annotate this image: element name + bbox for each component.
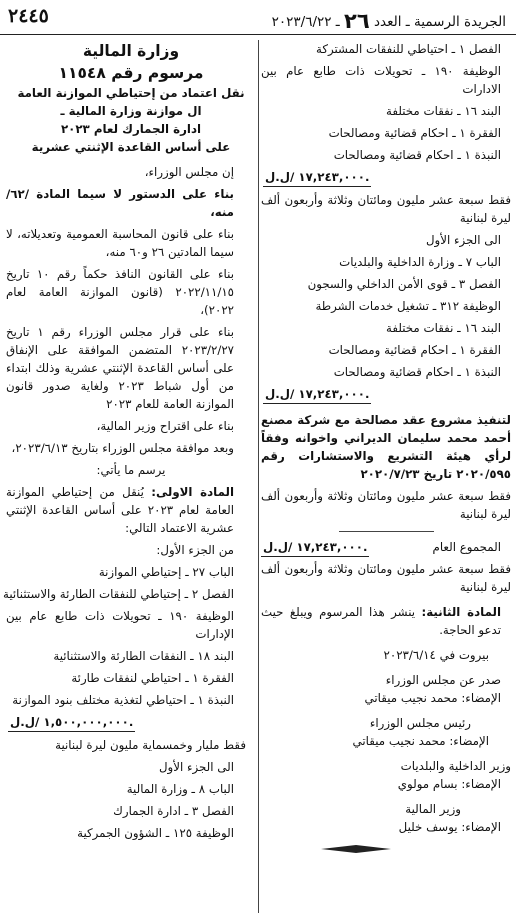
budget-line: الفقرة ١ ـ احكام قضائية ومصالحات [328,126,501,140]
budget-line: الفصل ٣ ـ ادارة الجمارك [113,804,234,818]
column-divider [258,40,259,913]
budget-line: الباب ٨ ـ وزارة المالية [126,782,234,796]
preamble-line: بناء على قرار مجلس الوزراء رقم ١ تاريخ ٢٠٢٣/٢/٢٧ المتضمن الموافقة على الإنفاق على أساس القاعدة الإثنتي عشرية وذلك ابتداء من أول شباط ٢٠٢٣ ولغاية صدور قانون الموازنة العامة للعام ٢٠٢٣ [6,325,234,411]
budget-line: النبذة ١ ـ احكام قضائية ومصالحات [333,365,501,379]
official-title: رئيس مجلس الوزراء [369,716,471,730]
preamble-line: بناء على قانون المحاسبة العمومية وتعديلاته، لا سيما المادتين ٢٦ و٦٠ منه، [6,227,234,259]
budget-line: النبذة ١ ـ احتياطي لتغذية مختلف بنود الموازنة [12,693,234,707]
budget-line: النبذة ١ ـ احكام قضائية ومصالحات [333,148,501,162]
amount-line [261,385,511,404]
diamond-ornament-icon [321,844,391,854]
amount-in-words: فقط سبعة عشر مليون ومائتان وثلاثة وأربعون ألف ليرة لبنانية [261,562,511,594]
article-one-label: المادة الاولى: [151,485,234,499]
signature-line: الإمضاء: محمد نجيب ميقاتي [352,734,489,748]
amount-value: ١٧,٢٤٣,٠٠٠ /ل.ل. [263,168,371,187]
preamble-line: بناء على الدستور لا سيما المادة /٦٢/ منه، [6,187,234,219]
amount-in-words: فقط سبعة عشر مليون ومائتان وثلاثة وأربعون ألف ليرة لبنانية [261,489,511,521]
budget-line: البند ١٨ ـ النفقات الطارئة والاستثنائية [53,649,234,663]
decree-title: ال موازنة وزارة المالية ـ [60,104,202,118]
budget-line: الفصل ٢ ـ إحتياطي للنفقات الطارئة والاستثنائية [3,587,234,601]
budget-line: الوظيفة ١٢٥ ـ الشؤون الجمركية [77,826,234,840]
amount-line [6,713,256,732]
budget-line: الفصل ٣ ـ قوى الأمن الداخلي والسجون [307,277,501,291]
budget-line: الباب ٧ ـ وزارة الداخلية والبلديات [339,255,501,269]
decree-title: نقل اعتماد من إحتياطي الموازنة العامة [17,86,245,100]
budget-line: الى الجزء الأول [158,760,234,774]
budget-line: الباب ٢٧ ـ إحتياطي الموازنة [98,565,234,579]
issue-label: العدد [373,14,402,30]
journal-name: الجريدة الرسمية [414,14,506,30]
preamble-line: بناء على اقتراح وزير المالية، [96,419,234,433]
signature-line: الإمضاء: يوسف خليل [398,820,501,834]
article-two [261,603,511,639]
signature-line: الإمضاء: محمد نجيب ميقاتي [364,691,501,705]
page-number: ٢٤٤٥ [8,5,49,27]
decree-title: على أساس القاعدة الإثنتي عشرية [31,140,231,154]
right-column [261,40,511,921]
total-label: المجموع العام [432,540,501,554]
place-date: بيروت في ٢٠٢٣/٦/١٤ [383,648,489,662]
article-two-label: المادة الثانية: [421,605,501,619]
separator-line [339,531,434,532]
budget-line: الفقرة ١ ـ احكام قضائية ومصالحات [328,343,501,357]
left-column [3,40,256,921]
article-one-text: يُنقل من إحتياطي الموازنة العامة لعام ٢٠٢٣ على أساس القاعدة الإثنتي عشرية الاعتماد التالي: [6,485,234,535]
amount-in-words: فقط سبعة عشر مليون ومائتان وثلاثة وأربعون ألف ليرة لبنانية [261,193,511,225]
total-amount: ١٧,٢٤٣,٠٠٠ /ل.ل. [261,538,369,557]
budget-line: من الجزء الأول: [156,543,234,557]
amount-value: ١,٥٠٠,٠٠٠,٠٠٠ /ل.ل. [8,713,135,732]
page-header [0,0,516,35]
issue-date: ٢٠٢٣/٦/٢٢ [271,14,332,30]
preamble-line: إن مجلس الوزراء، [144,165,234,179]
end-ornament [261,844,511,854]
budget-line: الى الجزء الأول [425,233,501,247]
amount-value: ١٧,٢٤٣,٠٠٠ /ل.ل. [263,385,371,404]
official-title: وزير الداخلية والبلديات [400,759,511,773]
budget-line: البند ١٦ ـ نفقات مختلفة [386,104,501,118]
budget-line: البند ١٦ ـ نفقات مختلفة [386,321,501,335]
budget-line: الفقرة ١ ـ احتياطي لنفقات طارئة [71,671,234,685]
budget-line: الوظيفة ١٩٠ ـ تحويلات ذات طابع عام بين الإدارات [6,609,234,641]
decree-title: ادارة الجمارك لعام ٢٠٢٣ [60,122,202,136]
preamble-line: بناء على القانون النافذ حكماً رقم ١٠ تاريخ ٢٠٢٢/١١/١٥ (قانون الموازنة العامة لعام ٢٠٢٢)، [6,267,234,317]
issue-number: ٢٦ [344,9,370,33]
purpose-text: لتنفيذ مشروع عقد مصالحة مع شركة مصنع أحمد محمد سليمان الديراني واخوانه وفقاً لرأي هيئة التشريع والاستشارات رقم ٢٠٢٠/٥٩٥ تاريخ ٢٠٢٠/٧/٢٣ [261,413,511,481]
ministry-title: وزارة المالية [82,42,180,60]
official-title: وزير المالية [405,802,461,816]
preamble-line: وبعد موافقة مجلس الوزراء بتاريخ ٢٠٢٣/٦/١٣، [11,441,234,455]
decree-number: مرسوم رقم ١١٥٤٨ [58,64,204,82]
amount-line [261,168,511,187]
total-line [261,538,511,556]
header-title: الجريدة الرسمية ـ العدد ٢٦ ـ ٢٠٢٣/٦/٢٢ [271,9,506,33]
article-two-text: ينشر هذا المرسوم ويبلغ حيث تدعو الحاجة. [261,605,501,637]
budget-line: الوظيفة ٣١٢ ـ تشغيل خدمات الشرطة [315,299,501,313]
amount-in-words: فقط مليار وخمسماية مليون ليرة لبنانية [55,738,246,752]
budget-line: الوظيفة ١٩٠ ـ تحويلات ذات طابع عام بين الادارات [261,64,501,96]
enactment-line: يرسم ما يأتي: [96,463,166,477]
budget-line: الفصل ١ ـ احتياطي للنفقات المشتركة [316,42,501,56]
issuer-line: صدر عن مجلس الوزراء [385,673,501,687]
signature-line: الإمضاء: بسام مولوي [397,777,501,791]
article-one [6,483,256,537]
